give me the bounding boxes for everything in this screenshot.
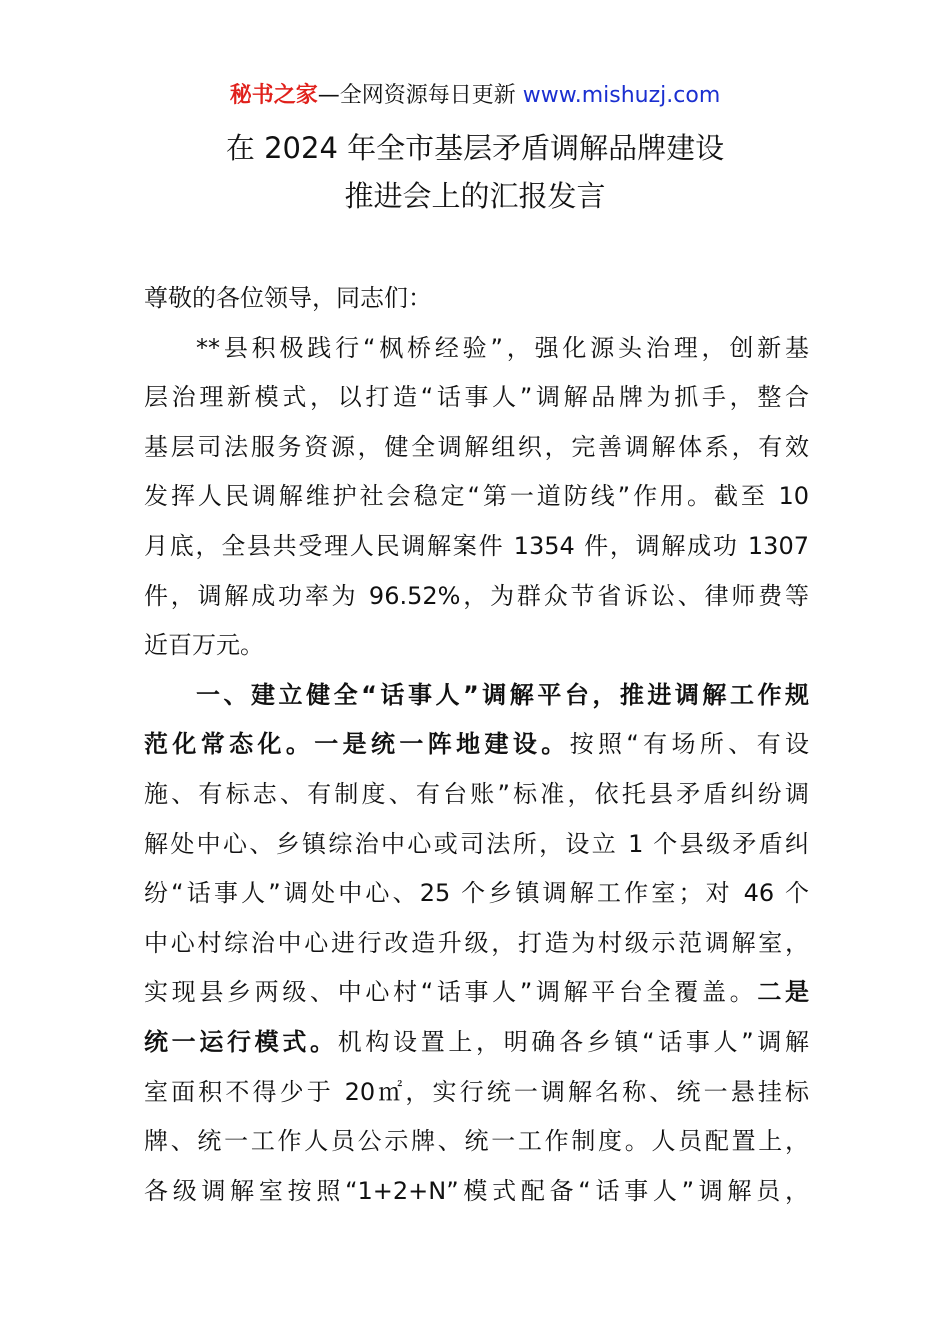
paragraph-2-line-9: 室面积不得少于 20㎡，实行统一调解名称、统一悬挂标 (144, 1077, 809, 1106)
document-title-line-2: 推进会上的汇报发言 (344, 179, 606, 213)
site-url-link[interactable]: www.mishuzj.com (522, 83, 721, 108)
subpoint-1-heading: 一是统一阵地建设。 (314, 730, 570, 759)
paragraph-1-line-7: 近百万元。 (144, 631, 264, 660)
paragraph-2-line-5: 纷“话事人”调处中心、25 个乡镇调解工作室；对 46 个 (144, 879, 809, 908)
paragraph-2-line-3: 施、有标志、有制度、有台账”标准，依托县矛盾纠纷调 (144, 779, 809, 808)
section-1-heading: 一、建立健全“话事人”调解平台，推进调解工作规 (196, 680, 809, 709)
paragraph-2-line-11: 各级调解室按照“1+2+N”模式配备“话事人”调解员， (144, 1176, 809, 1205)
subpoint-2-heading: 统一运行模式。 (144, 1027, 338, 1056)
paragraph-2-line-4: 解处中心、乡镇综治中心或司法所，设立 1 个县级矛盾纠 (144, 829, 809, 858)
paragraph-1-line-4: 发挥人民调解维护社会稳定“第一道防线”作用。截至 10 (144, 482, 809, 511)
subpoint-1-text: 按照“有场所、有设 (569, 730, 810, 759)
salutation: 尊敬的各位领导，同志们： (144, 284, 432, 312)
paragraph-2-line-8 (144, 1018, 809, 1068)
paragraph-2-line-7 (144, 968, 809, 1018)
section-1-heading-cont: 范化常态化。 (144, 730, 315, 759)
paragraph-1-line-1: **县积极践行“枫桥经验”，强化源头治理，创新基 (196, 333, 809, 362)
document-body (144, 274, 809, 1216)
paragraph-1-line-2: 层治理新模式，以打造“话事人”调解品牌为抓手，整合 (144, 383, 809, 412)
site-brand: 秘书之家 (229, 83, 318, 108)
paragraph-1-line-6: 件，调解成功率为 96.52%，为群众节省诉讼、律师费等 (144, 581, 809, 610)
paragraph-1-line-3: 基层司法服务资源，健全调解组织，完善调解体系，有效 (144, 432, 809, 461)
document-title-line-1: 在 2024 年全市基层矛盾调解品牌建设 (225, 131, 725, 165)
paragraph-2-line-6: 中心村综治中心进行改造升级，打造为村级示范调解室， (144, 928, 809, 957)
paragraph-1-line-5: 月底，全县共受理人民调解案件 1354 件，调解成功 1307 (144, 531, 809, 560)
paragraph-2-line-2 (144, 720, 809, 770)
subpoint-2-text: 机构设置上，明确各乡镇“话事人”调解 (337, 1027, 809, 1056)
subpoint-2-label: 二是 (757, 978, 809, 1007)
site-tagline: —全网资源每日更新 (317, 83, 523, 108)
paragraph-2-line-7-text: 实现县乡两级、中心村“话事人”调解平台全覆盖。 (144, 978, 758, 1007)
paragraph-2-line-10: 牌、统一工作人员公示牌、统一工作制度。人员配置上， (144, 1127, 809, 1156)
site-header (0, 80, 950, 112)
